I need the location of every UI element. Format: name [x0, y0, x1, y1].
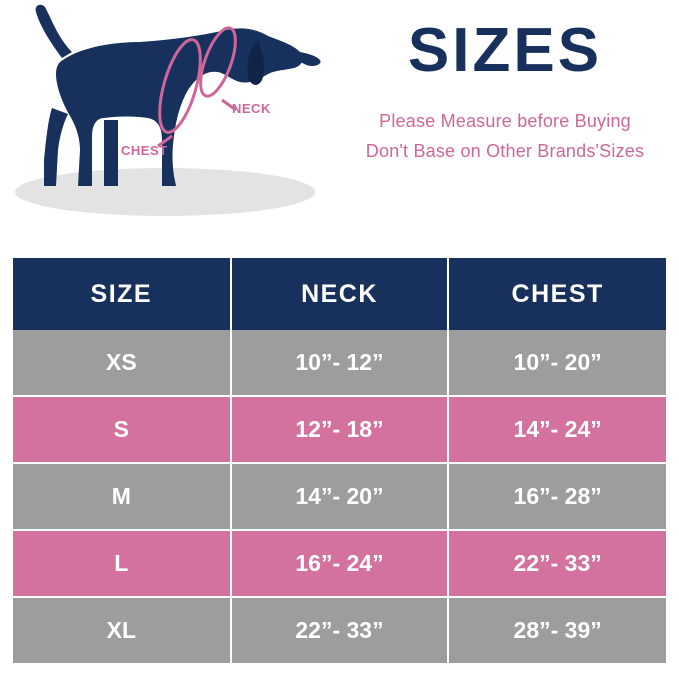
- cell-size: L: [13, 530, 231, 597]
- cell-size: S: [13, 396, 231, 463]
- column-header-neck: NECK: [231, 258, 449, 330]
- subtitle-line-1: Please Measure before Buying: [379, 111, 631, 131]
- cell-chest: 10”- 20”: [448, 330, 666, 396]
- cell-chest: 22”- 33”: [448, 530, 666, 597]
- table-body: [13, 330, 666, 663]
- subtitle-line-2: Don't Base on Other Brands'Sizes: [365, 141, 645, 161]
- table-row: [13, 597, 666, 663]
- table-row: [13, 463, 666, 530]
- cell-chest: 28”- 39”: [448, 597, 666, 663]
- table-row: [13, 396, 666, 463]
- cell-chest: 16”- 28”: [448, 463, 666, 530]
- cell-neck: 16”- 24”: [231, 530, 449, 597]
- table-header-row: [13, 258, 666, 330]
- dog-illustration: [0, 0, 330, 230]
- page-title: SIZES: [407, 16, 603, 85]
- neck-measure-label: NECK: [232, 101, 271, 116]
- cell-neck: 12”- 18”: [231, 396, 449, 463]
- chest-measure-label: CHEST: [121, 143, 168, 158]
- cell-neck: 22”- 33”: [231, 597, 449, 663]
- column-header-chest: CHEST: [448, 258, 666, 330]
- cell-size: XS: [13, 330, 231, 396]
- cell-size: XL: [13, 597, 231, 663]
- table-header: [13, 258, 666, 330]
- cell-neck: 10”- 12”: [231, 330, 449, 396]
- table-row: [13, 530, 666, 597]
- cell-chest: 14”- 24”: [448, 396, 666, 463]
- subtitle-block: [340, 106, 670, 166]
- column-header-size: SIZE: [13, 258, 231, 330]
- illustration-area: [0, 0, 679, 258]
- header-block: [340, 18, 670, 166]
- table-row: [13, 330, 666, 396]
- size-chart-table: [13, 258, 666, 663]
- cell-size: M: [13, 463, 231, 530]
- cell-neck: 14”- 20”: [231, 463, 449, 530]
